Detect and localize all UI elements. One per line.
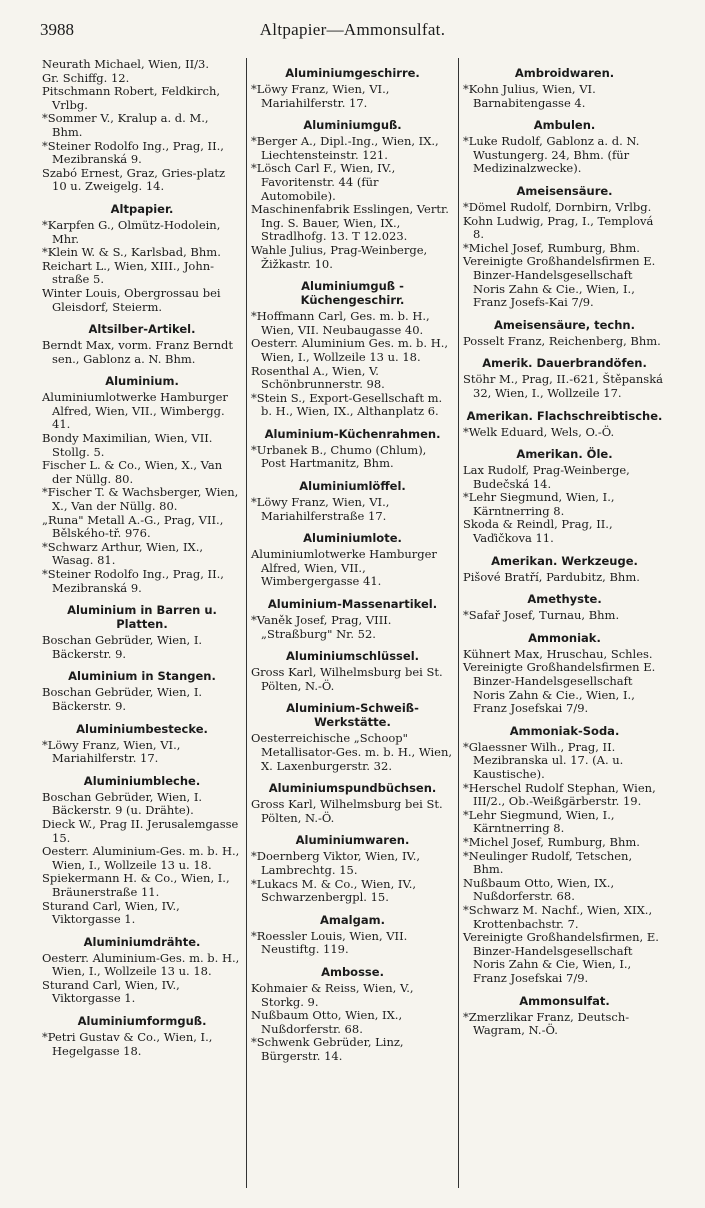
- directory-entry: Spiekermann H. & Co., Wien, I., Bräunerstraße 11.: [42, 871, 230, 899]
- section-heading: Aluminiumgeschirre.: [285, 66, 420, 80]
- section-heading: Aluminiumguß - Küchengeschirr.: [300, 279, 405, 308]
- section-heading: Aluminiumbestecke.: [76, 721, 208, 736]
- directory-entry: Gr. Schiffg. 12.: [42, 70, 130, 85]
- directory-entry: Aluminiumlotwerke Hamburger Alfred, Wien, VII., Wimbergg. 41.: [42, 390, 228, 432]
- section-heading: Ammoniak-Soda.: [509, 723, 620, 738]
- directory-entry: *Steiner Rodolfo Ing., Prag, II., Mezibranská 9.: [42, 567, 224, 595]
- section-heading: Altsilber-Artikel.: [88, 322, 196, 337]
- section-heading: Aluminiumspundbüchsen.: [268, 781, 437, 796]
- directory-entry: Gross Karl, Wilhelmsburg bei St. Pölten, N.-Ö.: [251, 665, 443, 693]
- directory-entry: *Fischer T. & Wachsberger, Wien, X., Van der Nüllg. 80.: [42, 485, 239, 514]
- directory-entry: Neurath Michael, Wien, II/3.: [42, 58, 210, 71]
- directory-entry: *Steiner Rodolfo Ing., Prag, II., Mezibranská 9.: [42, 138, 224, 167]
- directory-entry: *Herschel Rudolf Stephan, Wien, III/2., Ob.-Weißgärberstr. 19.: [463, 780, 656, 809]
- directory-entry: Vereinigte Großhandelsfirmen E. Binzer-Handelsgesellschaft Noris Zahn & Cie., Wien, I., Franz Josefs-Kai 7/9.: [463, 254, 656, 310]
- directory-entry: Vereinigte Großhandelsfirmen, E. Binzer-Handelsgesellschaft Noris Zahn & Cie, Wien, I., Franz Josefskai 7/9.: [463, 930, 659, 985]
- directory-entry: *Sommer V., Kralup a. d. M., Bhm.: [42, 111, 209, 139]
- directory-entry: Sturand Carl, Wien, IV., Viktorgasse 1.: [42, 898, 180, 927]
- directory-entry: Berndt Max, vorm. Franz Berndt sen., Gablonz a. N. Bhm.: [42, 338, 233, 366]
- directory-entry: Reichart L., Wien, XIII., John-straße 5.: [42, 258, 215, 287]
- directory-entry: Oesterr. Aluminium Ges. m. b. H., Wien, I., Wollzeile 13 u. 18.: [251, 336, 449, 364]
- section-heading: Aluminium-Küchenrahmen.: [264, 426, 441, 441]
- section-heading: Ammoniak.: [528, 630, 601, 645]
- page-number: 3988: [40, 20, 74, 39]
- section-heading: Aluminium in Barren u. Platten.: [67, 603, 217, 632]
- directory-entry: Oesterr. Aluminium-Ges. m. b. H., Wien, I., Wollzeile 13 u. 18.: [42, 844, 240, 872]
- directory-entry: *Lukacs M. & Co., Wien, IV., Schwarzenbergpl. 15.: [251, 876, 417, 905]
- directory-entry: Skoda & Reindl, Prag, II., Vaďičkova 11.: [463, 517, 613, 546]
- directory-entry: Pišové Bratří, Pardubitz, Bhm.: [463, 569, 640, 584]
- directory-entry: Kühnert Max, Hruschau, Schles.: [463, 646, 653, 661]
- directory-entry: Szabó Ernest, Graz, Gries-platz 10 u. Zweigelg. 14.: [42, 165, 226, 194]
- directory-entry: Lax Rudolf, Prag-Weinberge, Budečská 14.: [463, 463, 630, 491]
- directory-entry: *Schwarz Arthur, Wien, IX., Wasag. 81.: [42, 539, 204, 568]
- section-heading: Aluminium.: [105, 374, 179, 389]
- directory-entry: *Lehr Siegmund, Wien, I., Kärntnerring 8.: [463, 490, 615, 518]
- directory-entry: *Petri Gustav & Co., Wien, I., Hegelgasse 18.: [42, 1030, 213, 1058]
- directory-entry: Nußbaum Otto, Wien, IX., Nußdorferstr. 68.: [463, 875, 615, 904]
- column-1: [38, 58, 246, 1188]
- directory-entry: *Schwarz M. Nachf., Wien, XIX., Krottenbachstr. 7.: [463, 902, 653, 931]
- section-heading: Amerik. Dauerbrandöfen.: [482, 356, 647, 371]
- directory-entry: *Doernberg Viktor, Wien, IV., Lambrechtg. 15.: [251, 849, 421, 877]
- directory-entry: *Glaessner Wilh., Prag, II. Mezibranska ul. 17. (A. u. Kaustische).: [463, 739, 624, 781]
- directory-entry: Kohmaier & Reiss, Wien, V., Storkg. 9.: [251, 980, 414, 1009]
- directory-entry: Boschan Gebrüder, Wien, I. Bäckerstr. 9 (u. Drähte).: [42, 789, 203, 818]
- directory-entry: *Vaněk Josef, Prag, VIII. „Straßburg" Nr. 52.: [251, 613, 392, 641]
- directory-entry: *Löwy Franz, Wien, VI., Mariahilferstr. 17.: [42, 737, 181, 766]
- page-title: Altpapier—Ammonsulfat.: [259, 20, 446, 39]
- section-heading: Ammonsulfat.: [519, 993, 610, 1008]
- directory-entry: „Runa" Metall A.-G., Prag, VII., Bělského-tř. 976.: [42, 512, 224, 541]
- directory-columns: [38, 58, 670, 1188]
- directory-entry: *Klein W. & S., Karlsbad, Bhm.: [42, 245, 221, 260]
- directory-entry: *Lösch Carl F., Wien, IV., Favoritenstr. 44 (für Automobile).: [251, 161, 396, 203]
- directory-entry: Oesterreichische „Schoop" Metallisator-Ges. m. b. H., Wien, X. Laxenburgerstr. 32.: [251, 731, 453, 773]
- section-heading: Amalgam.: [320, 912, 385, 927]
- directory-entry: Dieck W., Prag II. Jerusalemgasse 15.: [42, 816, 239, 845]
- directory-entry: *Safař Josef, Turnau, Bhm.: [463, 608, 620, 623]
- column-3: [458, 58, 670, 1188]
- section-heading: Aluminiumbleche.: [83, 773, 201, 788]
- directory-entry: *Berger A., Dipl.-Ing., Wien, IX., Liechtensteinstr. 121.: [251, 134, 439, 162]
- section-heading: Aluminium-Schweiß-Werkstätte.: [286, 701, 419, 730]
- directory-entry: Aluminiumlotwerke Hamburger Alfred, Wien, VII., Wimbergergasse 41.: [251, 547, 437, 589]
- section-heading: Ambosse.: [321, 964, 384, 979]
- section-heading: Aluminiumlöffel.: [299, 479, 406, 494]
- directory-entry: Oesterr. Aluminium-Ges. m. b. H., Wien, I., Wollzeile 13 u. 18.: [42, 950, 240, 979]
- directory-entry: *Dömel Rudolf, Dornbirn, Vrlbg.: [463, 199, 652, 214]
- directory-entry: Boschan Gebrüder, Wien, I. Bäckerstr. 9.: [42, 633, 203, 661]
- section-heading: Ambulen.: [533, 118, 596, 133]
- directory-entry: Pitschmann Robert, Feldkirch, Vrlbg.: [42, 84, 221, 112]
- directory-entry: Nußbaum Otto, Wien, IX., Nußdorferstr. 68.: [251, 1008, 403, 1036]
- directory-entry: Gross Karl, Wilhelmsburg bei St. Pölten, N.-Ö.: [251, 797, 443, 825]
- directory-entry: *Löwy Franz, Wien, VI., Mariahilferstraße 17.: [251, 495, 390, 523]
- directory-entry: *Kohn Julius, Wien, VI. Barnabitengasse 4.: [463, 82, 596, 110]
- section-heading: Aluminiumdrähte.: [83, 934, 201, 949]
- directory-entry: Winter Louis, Obergrossau bei Gleisdorf, Steierm.: [42, 285, 221, 314]
- section-heading: Aluminiumlote.: [303, 531, 402, 546]
- section-heading: Altpapier.: [110, 201, 174, 216]
- section-heading: Amerikan. Werkzeuge.: [491, 553, 638, 568]
- section-heading: Aluminiumschlüssel.: [285, 649, 420, 664]
- directory-entry: Fischer L. & Co., Wien, X., Van der Nüllg. 80.: [42, 458, 223, 486]
- directory-entry: Kohn Ludwig, Prag, I., Templová 8.: [463, 213, 654, 242]
- section-heading: Aluminiumwaren.: [295, 833, 410, 848]
- directory-entry: Sturand Carl, Wien, IV., Viktorgasse 1.: [42, 977, 180, 1006]
- directory-entry: Vereinigte Großhandelsfirmen E. Binzer-Handelsgesellschaft Noris Zahn & Cie., Wien, I., Franz Josefskai 7/9.: [463, 660, 656, 716]
- section-heading: Aluminium in Stangen.: [68, 669, 216, 684]
- directory-entry: *Stein S., Export-Gesellschaft m. b. H., Wien, IX., Althanplatz 6.: [251, 390, 443, 419]
- directory-entry: *Schwenk Gebrüder, Linz, Bürgerstr. 14.: [251, 1035, 404, 1063]
- directory-entry: *Lehr Siegmund, Wien, I., Kärntnerring 8.: [463, 807, 615, 836]
- section-heading: Amerikan. Öle.: [516, 447, 613, 462]
- directory-entry: *Löwy Franz, Wien, VI., Mariahilferstr. 17.: [251, 82, 390, 110]
- directory-entry: Stöhr M., Prag, II.-621, Štěpanská 32, Wien, I., Wollzeile 17.: [463, 372, 664, 400]
- directory-entry: Wahle Julius, Prag-Weinberge, Žižkastr. 10.: [251, 242, 428, 271]
- directory-entry: Rosenthal A., Wien, V. Schönbrunnerstr. 98.: [251, 363, 385, 392]
- directory-entry: *Welk Eduard, Wels, O.-Ö.: [463, 424, 615, 439]
- section-heading: Aluminium-Massenartikel.: [267, 597, 438, 612]
- directory-entry: *Urbanek B., Chumo (Chlum), Post Hartmanitz, Bhm.: [251, 442, 427, 471]
- section-heading: Amerikan. Flachschreibtische.: [466, 408, 663, 423]
- section-heading: Ameisensäure, techn.: [494, 317, 635, 332]
- directory-entry: *Michel Josef, Rumburg, Bhm.: [463, 240, 640, 255]
- section-heading: Ambroidwaren.: [514, 66, 615, 80]
- column-2: [246, 58, 458, 1188]
- section-heading: Aluminiumformguß.: [77, 1014, 207, 1029]
- directory-entry: *Hoffmann Carl, Ges. m. b. H., Wien, VII. Neubaugasse 40.: [251, 309, 430, 337]
- directory-entry: Posselt Franz, Reichenberg, Bhm.: [463, 333, 661, 348]
- directory-entry: *Karpfen G., Olmütz-Hodolein, Mhr.: [42, 217, 221, 246]
- directory-entry: Maschinenfabrik Esslingen, Vertr. Ing. S. Bauer, Wien, IX., Stradlhofg. 13. T 12.023.: [251, 202, 449, 244]
- directory-entry: Boschan Gebrüder, Wien, I. Bäckerstr. 9.: [42, 685, 203, 713]
- directory-entry: *Luke Rudolf, Gablonz a. d. N. Wustungerg. 24, Bhm. (für Medizinalzwecke).: [463, 134, 640, 176]
- directory-entry: *Neulinger Rudolf, Tetschen, Bhm.: [463, 848, 633, 877]
- directory-entry: *Zmerzlikar Franz, Deutsch-Wagram, N.-Ö.: [463, 1009, 630, 1038]
- section-heading: Amethyste.: [527, 592, 602, 607]
- section-heading: Aluminiumguß.: [303, 118, 402, 133]
- directory-entry: Bondy Maximilian, Wien, VII. Stollg. 5.: [42, 431, 213, 459]
- directory-entry: *Michel Josef, Rumburg, Bhm.: [463, 834, 640, 849]
- section-heading: Ameisensäure.: [516, 183, 613, 198]
- directory-entry: *Roessler Louis, Wien, VII. Neustiftg. 119.: [251, 928, 408, 957]
